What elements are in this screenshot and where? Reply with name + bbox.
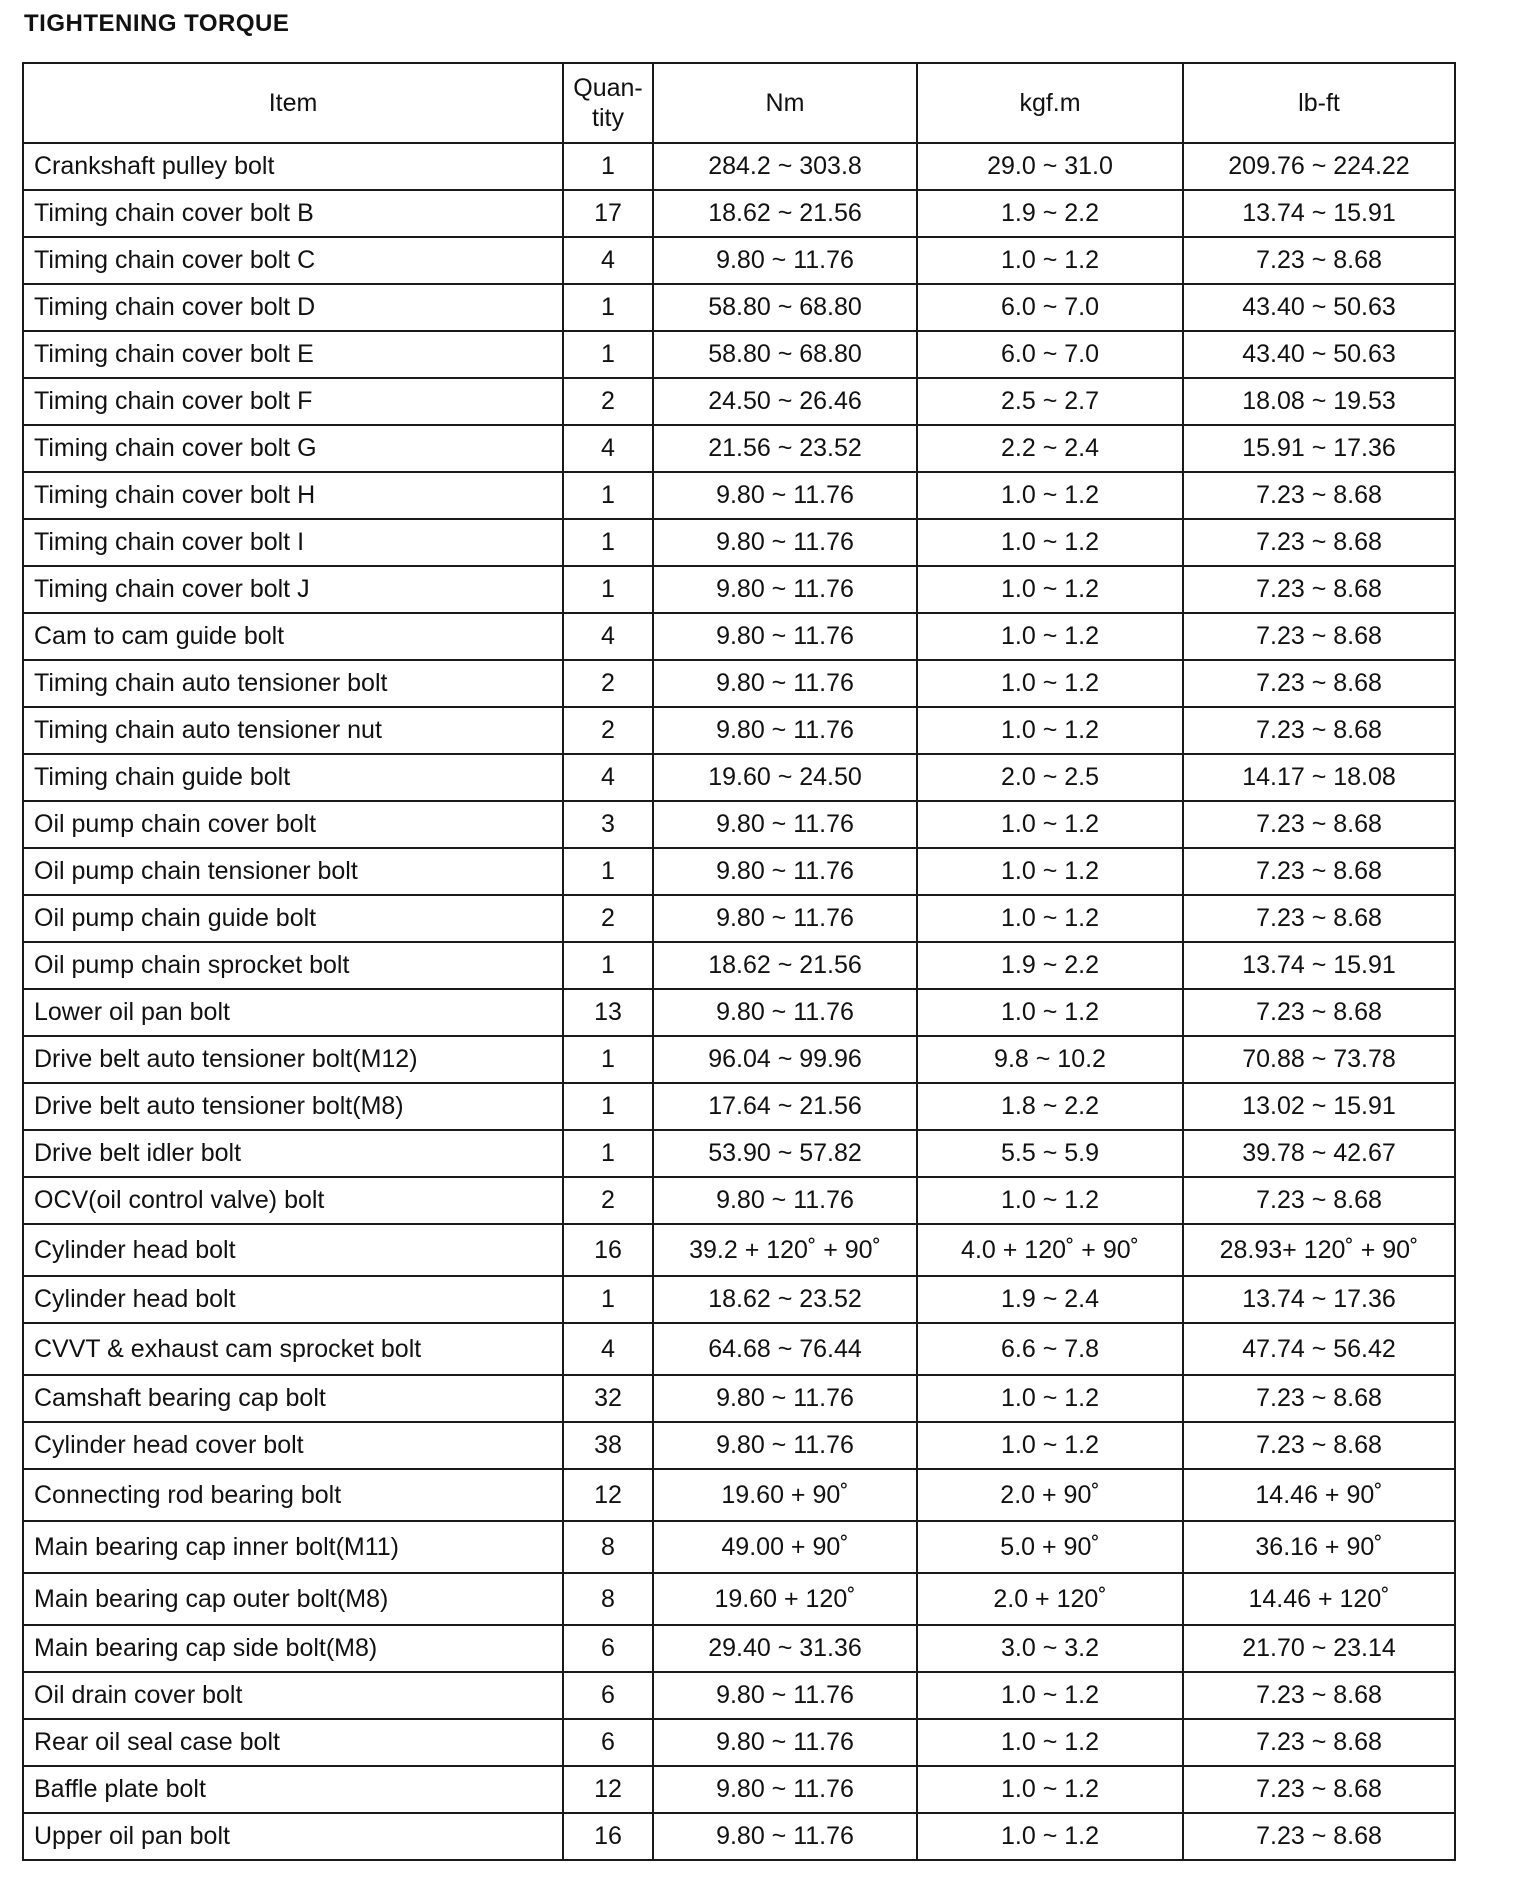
header-quantity-line2: tity	[592, 104, 624, 132]
page-title: TIGHTENING TORQUE	[24, 10, 290, 37]
cell-lbft: 21.70 ~ 23.14	[1183, 1625, 1455, 1672]
table-row	[23, 660, 1455, 707]
cell-item: Oil drain cover bolt	[23, 1672, 563, 1719]
table-row	[23, 425, 1455, 472]
cell-kgfm: 1.0 ~ 1.2	[917, 237, 1183, 284]
cell-kgfm: 6.0 ~ 7.0	[917, 284, 1183, 331]
cell-nm: 49.00 + 90˚	[653, 1521, 917, 1573]
cell-item: Cylinder head bolt	[23, 1276, 563, 1323]
cell-kgfm: 2.5 ~ 2.7	[917, 378, 1183, 425]
cell-quantity: 3	[563, 801, 653, 848]
table-row	[23, 1036, 1455, 1083]
table-row	[23, 143, 1455, 190]
cell-nm: 19.60 + 90˚	[653, 1469, 917, 1521]
cell-kgfm: 1.0 ~ 1.2	[917, 989, 1183, 1036]
table-row	[23, 1813, 1455, 1860]
cell-item: Cylinder head cover bolt	[23, 1422, 563, 1469]
table-row	[23, 989, 1455, 1036]
cell-nm: 9.80 ~ 11.76	[653, 613, 917, 660]
cell-quantity: 1	[563, 1036, 653, 1083]
cell-kgfm: 1.0 ~ 1.2	[917, 1672, 1183, 1719]
cell-kgfm: 1.0 ~ 1.2	[917, 660, 1183, 707]
table-row	[23, 1672, 1455, 1719]
table-row	[23, 1177, 1455, 1224]
cell-lbft: 39.78 ~ 42.67	[1183, 1130, 1455, 1177]
cell-nm: 96.04 ~ 99.96	[653, 1036, 917, 1083]
cell-nm: 53.90 ~ 57.82	[653, 1130, 917, 1177]
cell-item: Drive belt auto tensioner bolt(M8)	[23, 1083, 563, 1130]
cell-item: Drive belt auto tensioner bolt(M12)	[23, 1036, 563, 1083]
cell-quantity: 2	[563, 895, 653, 942]
cell-lbft: 18.08 ~ 19.53	[1183, 378, 1455, 425]
cell-lbft: 7.23 ~ 8.68	[1183, 989, 1455, 1036]
cell-kgfm: 1.0 ~ 1.2	[917, 1766, 1183, 1813]
cell-nm: 58.80 ~ 68.80	[653, 284, 917, 331]
cell-item: Upper oil pan bolt	[23, 1813, 563, 1860]
cell-kgfm: 1.9 ~ 2.4	[917, 1276, 1183, 1323]
cell-lbft: 7.23 ~ 8.68	[1183, 660, 1455, 707]
cell-item: Timing chain guide bolt	[23, 754, 563, 801]
torque-table	[22, 62, 1456, 1861]
cell-kgfm: 1.9 ~ 2.2	[917, 942, 1183, 989]
cell-quantity: 1	[563, 566, 653, 613]
cell-item: Timing chain cover bolt F	[23, 378, 563, 425]
cell-kgfm: 1.9 ~ 2.2	[917, 190, 1183, 237]
cell-kgfm: 1.0 ~ 1.2	[917, 895, 1183, 942]
cell-lbft: 43.40 ~ 50.63	[1183, 284, 1455, 331]
cell-quantity: 4	[563, 425, 653, 472]
cell-quantity: 4	[563, 237, 653, 284]
cell-nm: 18.62 ~ 21.56	[653, 942, 917, 989]
cell-kgfm: 2.2 ~ 2.4	[917, 425, 1183, 472]
table-row	[23, 378, 1455, 425]
cell-nm: 9.80 ~ 11.76	[653, 1375, 917, 1422]
cell-kgfm: 1.0 ~ 1.2	[917, 519, 1183, 566]
cell-nm: 9.80 ~ 11.76	[653, 1719, 917, 1766]
cell-kgfm: 1.0 ~ 1.2	[917, 801, 1183, 848]
table-row	[23, 190, 1455, 237]
header-lbft: lb-ft	[1183, 63, 1455, 143]
table-row	[23, 801, 1455, 848]
cell-kgfm: 1.0 ~ 1.2	[917, 613, 1183, 660]
cell-lbft: 14.17 ~ 18.08	[1183, 754, 1455, 801]
cell-lbft: 7.23 ~ 8.68	[1183, 1813, 1455, 1860]
cell-nm: 9.80 ~ 11.76	[653, 1177, 917, 1224]
cell-lbft: 28.93+ 120˚ + 90˚	[1183, 1224, 1455, 1276]
cell-nm: 9.80 ~ 11.76	[653, 472, 917, 519]
cell-quantity: 2	[563, 378, 653, 425]
cell-lbft: 209.76 ~ 224.22	[1183, 143, 1455, 190]
cell-item: Cylinder head bolt	[23, 1224, 563, 1276]
cell-lbft: 43.40 ~ 50.63	[1183, 331, 1455, 378]
table-row	[23, 519, 1455, 566]
cell-lbft: 7.23 ~ 8.68	[1183, 519, 1455, 566]
table-row	[23, 848, 1455, 895]
table-row	[23, 1276, 1455, 1323]
cell-nm: 9.80 ~ 11.76	[653, 848, 917, 895]
cell-quantity: 8	[563, 1521, 653, 1573]
cell-kgfm: 2.0 + 90˚	[917, 1469, 1183, 1521]
cell-item: Timing chain cover bolt C	[23, 237, 563, 284]
cell-quantity: 1	[563, 284, 653, 331]
cell-quantity: 1	[563, 472, 653, 519]
table-row	[23, 942, 1455, 989]
cell-kgfm: 1.0 ~ 1.2	[917, 848, 1183, 895]
table-row	[23, 1083, 1455, 1130]
cell-quantity: 1	[563, 1276, 653, 1323]
cell-item: Drive belt idler bolt	[23, 1130, 563, 1177]
cell-kgfm: 1.0 ~ 1.2	[917, 707, 1183, 754]
cell-quantity: 1	[563, 519, 653, 566]
cell-quantity: 1	[563, 331, 653, 378]
cell-quantity: 1	[563, 942, 653, 989]
cell-lbft: 7.23 ~ 8.68	[1183, 472, 1455, 519]
cell-lbft: 7.23 ~ 8.68	[1183, 1375, 1455, 1422]
header-quantity-line1: Quan-	[573, 74, 643, 102]
cell-kgfm: 1.0 ~ 1.2	[917, 1813, 1183, 1860]
cell-nm: 24.50 ~ 26.46	[653, 378, 917, 425]
cell-quantity: 6	[563, 1625, 653, 1672]
cell-nm: 29.40 ~ 31.36	[653, 1625, 917, 1672]
cell-quantity: 1	[563, 143, 653, 190]
cell-nm: 9.80 ~ 11.76	[653, 707, 917, 754]
cell-quantity: 16	[563, 1224, 653, 1276]
cell-nm: 9.80 ~ 11.76	[653, 1422, 917, 1469]
table-row	[23, 1422, 1455, 1469]
table-row	[23, 472, 1455, 519]
cell-nm: 64.68 ~ 76.44	[653, 1323, 917, 1375]
cell-nm: 39.2 + 120˚ + 90˚	[653, 1224, 917, 1276]
cell-lbft: 15.91 ~ 17.36	[1183, 425, 1455, 472]
cell-quantity: 2	[563, 660, 653, 707]
cell-kgfm: 1.0 ~ 1.2	[917, 1177, 1183, 1224]
cell-nm: 9.80 ~ 11.76	[653, 660, 917, 707]
table-row	[23, 1573, 1455, 1625]
cell-lbft: 7.23 ~ 8.68	[1183, 707, 1455, 754]
cell-quantity: 16	[563, 1813, 653, 1860]
cell-quantity: 2	[563, 1177, 653, 1224]
cell-quantity: 2	[563, 707, 653, 754]
cell-lbft: 7.23 ~ 8.68	[1183, 237, 1455, 284]
table-row	[23, 707, 1455, 754]
table-row	[23, 1130, 1455, 1177]
table-row	[23, 1719, 1455, 1766]
cell-lbft: 7.23 ~ 8.68	[1183, 895, 1455, 942]
cell-kgfm: 29.0 ~ 31.0	[917, 143, 1183, 190]
cell-lbft: 7.23 ~ 8.68	[1183, 1719, 1455, 1766]
cell-lbft: 7.23 ~ 8.68	[1183, 566, 1455, 613]
cell-kgfm: 1.0 ~ 1.2	[917, 1719, 1183, 1766]
table-row	[23, 895, 1455, 942]
table-row	[23, 284, 1455, 331]
cell-item: Main bearing cap side bolt(M8)	[23, 1625, 563, 1672]
table-row	[23, 237, 1455, 284]
cell-item: OCV(oil control valve) bolt	[23, 1177, 563, 1224]
cell-nm: 9.80 ~ 11.76	[653, 1766, 917, 1813]
cell-lbft: 7.23 ~ 8.68	[1183, 1766, 1455, 1813]
cell-item: Lower oil pan bolt	[23, 989, 563, 1036]
table-row	[23, 1375, 1455, 1422]
cell-quantity: 8	[563, 1573, 653, 1625]
cell-item: Timing chain cover bolt J	[23, 566, 563, 613]
cell-kgfm: 6.6 ~ 7.8	[917, 1323, 1183, 1375]
header-item: Item	[23, 63, 563, 143]
cell-lbft: 7.23 ~ 8.68	[1183, 613, 1455, 660]
cell-item: Oil pump chain guide bolt	[23, 895, 563, 942]
table-row	[23, 1766, 1455, 1813]
cell-item: Main bearing cap outer bolt(M8)	[23, 1573, 563, 1625]
cell-quantity: 13	[563, 989, 653, 1036]
cell-item: Connecting rod bearing bolt	[23, 1469, 563, 1521]
cell-kgfm: 9.8 ~ 10.2	[917, 1036, 1183, 1083]
cell-item: Timing chain cover bolt B	[23, 190, 563, 237]
cell-nm: 19.60 ~ 24.50	[653, 754, 917, 801]
cell-nm: 9.80 ~ 11.76	[653, 1813, 917, 1860]
table-row	[23, 566, 1455, 613]
table-header	[23, 63, 1455, 143]
cell-item: Timing chain auto tensioner bolt	[23, 660, 563, 707]
cell-item: Oil pump chain tensioner bolt	[23, 848, 563, 895]
cell-nm: 17.64 ~ 21.56	[653, 1083, 917, 1130]
cell-quantity: 32	[563, 1375, 653, 1422]
cell-quantity: 1	[563, 1083, 653, 1130]
cell-lbft: 7.23 ~ 8.68	[1183, 801, 1455, 848]
cell-nm: 58.80 ~ 68.80	[653, 331, 917, 378]
table-row	[23, 331, 1455, 378]
table-row	[23, 1224, 1455, 1276]
cell-lbft: 7.23 ~ 8.68	[1183, 848, 1455, 895]
cell-item: Timing chain cover bolt E	[23, 331, 563, 378]
cell-lbft: 13.74 ~ 17.36	[1183, 1276, 1455, 1323]
cell-lbft: 7.23 ~ 8.68	[1183, 1672, 1455, 1719]
cell-quantity: 4	[563, 1323, 653, 1375]
cell-kgfm: 2.0 ~ 2.5	[917, 754, 1183, 801]
cell-item: Timing chain cover bolt G	[23, 425, 563, 472]
cell-quantity: 38	[563, 1422, 653, 1469]
cell-quantity: 4	[563, 754, 653, 801]
cell-item: Timing chain cover bolt H	[23, 472, 563, 519]
cell-kgfm: 3.0 ~ 3.2	[917, 1625, 1183, 1672]
cell-nm: 9.80 ~ 11.76	[653, 519, 917, 566]
cell-kgfm: 6.0 ~ 7.0	[917, 331, 1183, 378]
cell-item: Baffle plate bolt	[23, 1766, 563, 1813]
cell-kgfm: 1.0 ~ 1.2	[917, 1422, 1183, 1469]
cell-quantity: 6	[563, 1672, 653, 1719]
cell-kgfm: 5.5 ~ 5.9	[917, 1130, 1183, 1177]
cell-kgfm: 5.0 + 90˚	[917, 1521, 1183, 1573]
cell-nm: 18.62 ~ 23.52	[653, 1276, 917, 1323]
cell-lbft: 47.74 ~ 56.42	[1183, 1323, 1455, 1375]
table-row	[23, 1521, 1455, 1573]
cell-lbft: 14.46 + 90˚	[1183, 1469, 1455, 1521]
cell-item: Camshaft bearing cap bolt	[23, 1375, 563, 1422]
cell-item: Oil pump chain cover bolt	[23, 801, 563, 848]
cell-item: Timing chain cover bolt I	[23, 519, 563, 566]
cell-nm: 9.80 ~ 11.76	[653, 895, 917, 942]
table-row	[23, 1469, 1455, 1521]
header-row	[23, 63, 1455, 143]
cell-kgfm: 1.8 ~ 2.2	[917, 1083, 1183, 1130]
cell-lbft: 7.23 ~ 8.68	[1183, 1422, 1455, 1469]
cell-lbft: 14.46 + 120˚	[1183, 1573, 1455, 1625]
cell-nm: 9.80 ~ 11.76	[653, 1672, 917, 1719]
cell-quantity: 12	[563, 1469, 653, 1521]
cell-nm: 9.80 ~ 11.76	[653, 237, 917, 284]
cell-kgfm: 1.0 ~ 1.2	[917, 566, 1183, 613]
cell-lbft: 13.74 ~ 15.91	[1183, 190, 1455, 237]
cell-quantity: 12	[563, 1766, 653, 1813]
cell-item: Timing chain auto tensioner nut	[23, 707, 563, 754]
cell-quantity: 1	[563, 1130, 653, 1177]
cell-lbft: 36.16 + 90˚	[1183, 1521, 1455, 1573]
cell-quantity: 17	[563, 190, 653, 237]
table-row	[23, 613, 1455, 660]
cell-lbft: 7.23 ~ 8.68	[1183, 1177, 1455, 1224]
cell-kgfm: 4.0 + 120˚ + 90˚	[917, 1224, 1183, 1276]
cell-nm: 21.56 ~ 23.52	[653, 425, 917, 472]
cell-item: Rear oil seal case bolt	[23, 1719, 563, 1766]
cell-nm: 9.80 ~ 11.76	[653, 801, 917, 848]
cell-nm: 9.80 ~ 11.76	[653, 566, 917, 613]
cell-quantity: 6	[563, 1719, 653, 1766]
cell-item: Oil pump chain sprocket bolt	[23, 942, 563, 989]
cell-kgfm: 1.0 ~ 1.2	[917, 472, 1183, 519]
header-quantity	[563, 63, 653, 143]
table-row	[23, 1323, 1455, 1375]
cell-item: Timing chain cover bolt D	[23, 284, 563, 331]
header-nm: Nm	[653, 63, 917, 143]
header-kgfm: kgf.m	[917, 63, 1183, 143]
cell-nm: 18.62 ~ 21.56	[653, 190, 917, 237]
cell-item: CVVT & exhaust cam sprocket bolt	[23, 1323, 563, 1375]
cell-nm: 284.2 ~ 303.8	[653, 143, 917, 190]
table-row	[23, 1625, 1455, 1672]
cell-item: Main bearing cap inner bolt(M11)	[23, 1521, 563, 1573]
cell-lbft: 13.02 ~ 15.91	[1183, 1083, 1455, 1130]
cell-lbft: 13.74 ~ 15.91	[1183, 942, 1455, 989]
cell-lbft: 70.88 ~ 73.78	[1183, 1036, 1455, 1083]
table-body	[23, 143, 1455, 1860]
cell-nm: 9.80 ~ 11.76	[653, 989, 917, 1036]
cell-kgfm: 1.0 ~ 1.2	[917, 1375, 1183, 1422]
cell-nm: 19.60 + 120˚	[653, 1573, 917, 1625]
cell-item: Crankshaft pulley bolt	[23, 143, 563, 190]
table-row	[23, 754, 1455, 801]
cell-kgfm: 2.0 + 120˚	[917, 1573, 1183, 1625]
cell-quantity: 4	[563, 613, 653, 660]
cell-item: Cam to cam guide bolt	[23, 613, 563, 660]
cell-quantity: 1	[563, 848, 653, 895]
